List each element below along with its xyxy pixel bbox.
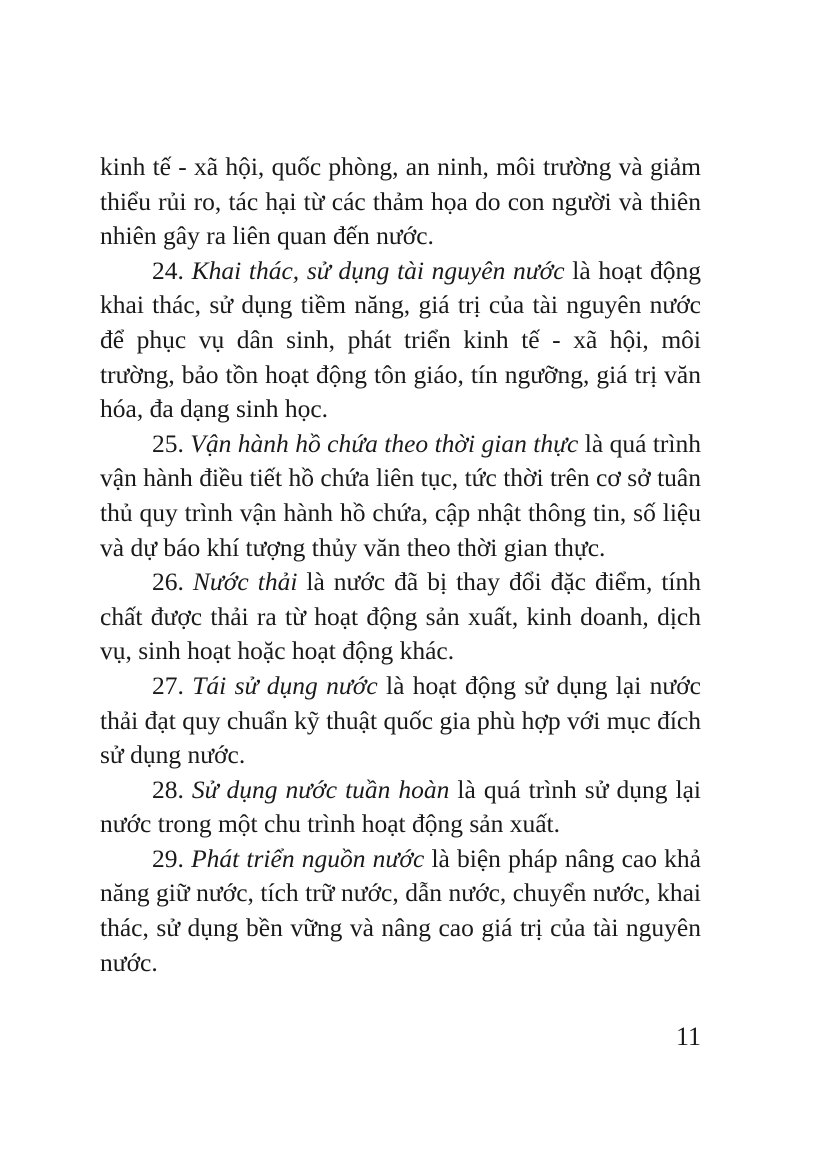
- text-segment: là quá trình sử dụng lại nước trong một chu trình hoạt động sản xuất.: [100, 774, 702, 839]
- defined-term: Phát triển nguồn nước: [191, 843, 425, 873]
- text-segment: 28.: [152, 774, 192, 804]
- defined-term: Tái sử dụng nước: [192, 670, 378, 700]
- paragraph: [100, 254, 701, 427]
- text-segment: kinh tế - xã hội, quốc phòng, an ninh, môi trường và giảm thiểu rủi ro, tác hại từ các thảm họa do con người và thiên nhiên gây ra liên quan đến nước.: [100, 152, 701, 251]
- document-body: [100, 150, 701, 980]
- text-segment: 29.: [152, 843, 192, 873]
- paragraph: [100, 150, 701, 254]
- text-segment: 25.: [152, 428, 191, 458]
- text-segment: là hoạt động sử dụng lại nước thải đạt quy chuẩn kỹ thuật quốc gia phù hợp với mục đích sử dụng nước.: [100, 670, 701, 770]
- defined-term: Nước thải: [192, 567, 298, 597]
- paragraph: [100, 773, 701, 842]
- paragraph: [100, 565, 701, 669]
- defined-term: Vận hành hồ chứa theo thời gian thực: [190, 428, 579, 458]
- paragraph: [100, 427, 701, 565]
- text-segment: là quá trình vận hành điều tiết hồ chứa liên tục, tức thời trên cơ sở tuân thủ quy trình vận hành hồ chứa, cập nhật thông tin, số liệu và dự báo khí tượng thủy văn theo thời gian thực.: [100, 428, 701, 562]
- text-segment: là biện pháp nâng cao khả năng giữ nước, tích trữ nước, dẫn nước, chuyển nước, khai thác, sử dụng bền vững và nâng cao giá trị của tài nguyên nước.: [100, 843, 701, 977]
- defined-term: Khai thác, sử dụng tài nguyên nước: [191, 255, 565, 285]
- paragraph: [100, 842, 701, 980]
- text-segment: 24.: [152, 255, 192, 285]
- text-segment: là nước đã bị thay đổi đặc điểm, tính chất được thải ra từ hoạt động sản xuất, kinh doanh, dịch vụ, sinh hoạt hoặc hoạt động khác.: [100, 567, 702, 666]
- text-segment: 26.: [152, 567, 193, 597]
- paragraph: [100, 669, 701, 773]
- defined-term: Sử dụng nước tuần hoàn: [191, 774, 450, 804]
- page-number: 11: [675, 1022, 701, 1051]
- text-segment: là hoạt động khai thác, sử dụng tiềm năng, giá trị của tài nguyên nước để phục vụ dân sinh, phát triển kinh tế - xã hội, môi trường, bảo tồn hoạt động tôn giáo, tín ngưỡng, giá trị văn hóa, đa dạng sinh học.: [100, 255, 702, 424]
- text-segment: 27.: [152, 670, 193, 700]
